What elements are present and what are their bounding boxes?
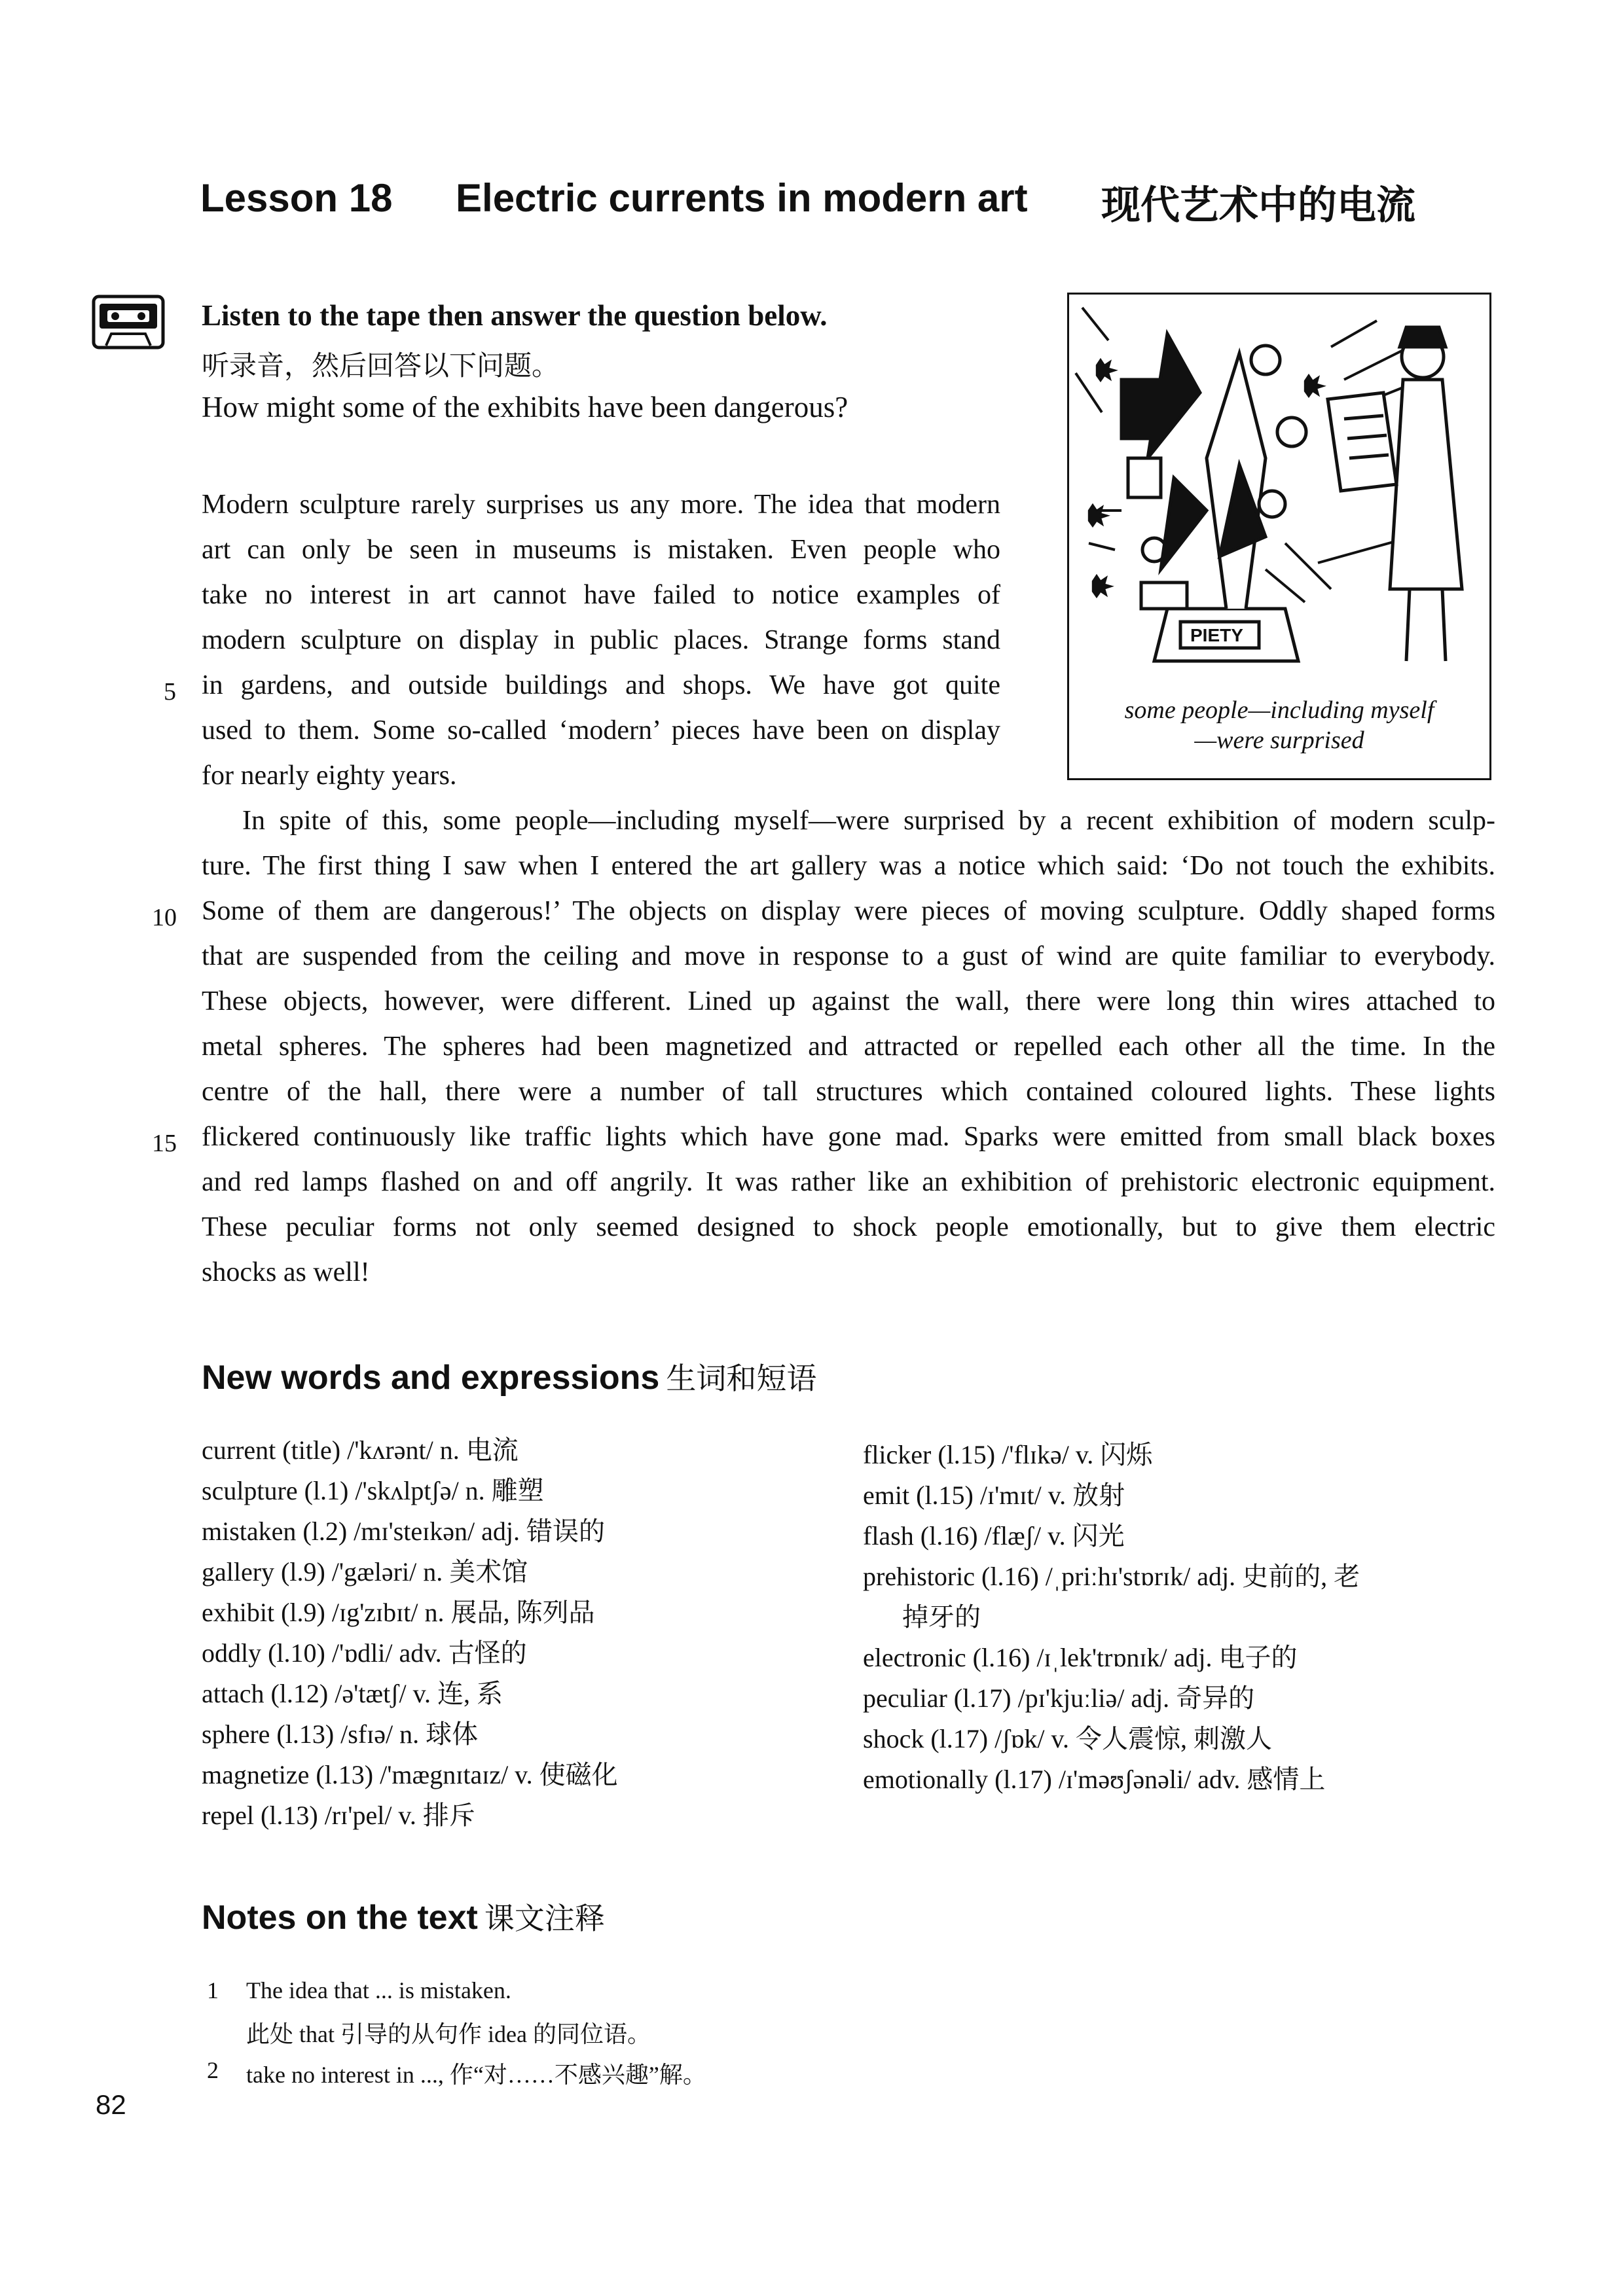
passage-line: In spite of this, some people—including myself—were surprised by a recent exhibition of modern sculp- [242, 806, 1495, 836]
lesson-title-zh: 现代艺术中的电流 [1101, 183, 1415, 228]
passage-line: shocks as well! [202, 1257, 370, 1287]
new-words-heading-zh: 生词和短语 [666, 1361, 817, 1396]
vocab-item: prehistoric (l.16) /ˌpriːhɪ'stɒrɪk/ adj. 史前的, 老 [863, 1562, 1360, 1591]
line-number: 10 [152, 904, 177, 931]
passage-line: Some of them are dangerous!’ The objects on display were pieces of moving sculpture. Oddly shaped forms [202, 896, 1495, 926]
vocab-item-continued: 掉牙的 [902, 1602, 981, 1632]
illustration-figure [1067, 293, 1491, 780]
page-number: 82 [96, 2089, 126, 2120]
note-number: 1 [207, 1977, 219, 2003]
passage-line: These objects, however, were different. Lined up against the wall, there were long thin wires attached to [202, 986, 1495, 1016]
passage-line: art can only be seen in museums is mistaken. Even people who [202, 535, 1000, 565]
passage-line: and red lamps flashed on and off angrily. It was rather like an exhibition of prehistoric electronic equipment. [202, 1167, 1495, 1197]
passage-line: centre of the hall, there were a number of tall structures which contained coloured lights. These lights [202, 1077, 1495, 1107]
passage-line: flickered continuously like traffic lights which have gone mad. Sparks were emitted from small black boxes [202, 1122, 1495, 1152]
vocab-item: sphere (l.13) /sfɪə/ n. 球体 [202, 1719, 479, 1749]
note-text-zh: 此处 that 引导的从句作 idea 的同位语。 [246, 2021, 651, 2047]
passage-line: modern sculpture on display in public places. Strange forms stand [202, 625, 1000, 655]
vocab-item: attach (l.12) /ə'tætʃ/ v. 连, 系 [202, 1679, 503, 1708]
vocab-item: mistaken (l.2) /mɪ'steɪkən/ adj. 错误的 [202, 1516, 605, 1546]
figure-caption-line-2: —were surprised [1194, 726, 1364, 754]
notes-heading-text: Notes on the text [202, 1899, 478, 1937]
vocab-item: shock (l.17) /ʃɒk/ v. 令人震惊, 刺激人 [863, 1724, 1272, 1753]
passage-line: Modern sculpture rarely surprises us any more. The idea that modern [202, 490, 1000, 520]
new-words-heading [202, 1355, 816, 1398]
line-number: 15 [152, 1130, 177, 1157]
note-text: The idea that ... is mistaken. [246, 1977, 511, 2003]
passage-line: for nearly eighty years. [202, 761, 457, 791]
new-words-heading-text: New words and expressions [202, 1359, 660, 1397]
vocab-item: exhibit (l.9) /ɪg'zɪbɪt/ n. 展品, 陈列品 [202, 1598, 595, 1627]
listen-instruction: Listen to the tape then answer the question below. [202, 299, 828, 332]
vocab-item: emotionally (l.17) /ɪ'məʊʃənəli/ adv. 感情上 [863, 1765, 1326, 1794]
passage-line: take no interest in art cannot have failed to notice examples of [202, 580, 1000, 610]
figure-caption-line-1: some people—including myself [1124, 696, 1434, 724]
vocab-item: repel (l.13) /rɪ'pel/ v. 排斥 [202, 1801, 475, 1830]
note-number: 2 [207, 2057, 219, 2083]
vocab-item: emit (l.15) /ɪ'mɪt/ v. 放射 [863, 1480, 1125, 1510]
vocab-item: electronic (l.16) /ɪˌlek'trɒnɪk/ adj. 电子的 [863, 1643, 1298, 1672]
line-number: 5 [164, 678, 176, 706]
lesson-title-text: Electric currents in modern art [456, 176, 1028, 220]
listen-instruction-zh: 听录音，然后回答以下问题。 [202, 350, 560, 382]
cartoon-illustration [1069, 295, 1489, 694]
listen-question: How might some of the exhibits have been dangerous? [202, 391, 848, 423]
vocab-item: current (title) /'kʌrənt/ n. 电流 [202, 1435, 519, 1465]
notes-heading [202, 1895, 605, 1938]
cassette-tape-icon [92, 295, 165, 353]
sculpture-sign-text: PIETY [1190, 625, 1243, 645]
vocab-item: oddly (l.10) /'ɒdli/ adv. 古怪的 [202, 1638, 527, 1668]
vocab-item: flicker (l.15) /'flɪkə/ v. 闪烁 [863, 1440, 1153, 1469]
passage-line: ture. The first thing I saw when I entered the art gallery was a notice which said: ‘Do not touch the exhibits. [202, 851, 1495, 881]
notes-heading-zh: 课文注释 [484, 1901, 605, 1936]
vocab-item: flash (l.16) /flæʃ/ v. 闪光 [863, 1521, 1125, 1551]
passage-line: that are suspended from the ceiling and move in response to a gust of wind are quite familiar to everybody. [202, 941, 1495, 971]
vocab-item: gallery (l.9) /'gæləri/ n. 美术馆 [202, 1557, 528, 1587]
passage-line: metal spheres. The spheres had been magnetized and attracted or repelled each other all the time. In the [202, 1031, 1495, 1062]
passage-line: These peculiar forms not only seemed designed to shock people emotionally, but to give them electric [202, 1212, 1495, 1242]
vocab-item: sculpture (l.1) /'skʌlptʃə/ n. 雕塑 [202, 1476, 544, 1505]
vocab-item: magnetize (l.13) /'mægnɪtaɪz/ v. 使磁化 [202, 1760, 618, 1789]
vocab-item: peculiar (l.17) /pɪ'kjuːliə/ adj. 奇异的 [863, 1683, 1255, 1713]
note-text: take no interest in ..., 作“对……不感兴趣”解。 [246, 2062, 706, 2088]
passage-line: used to them. Some so-called ‘modern’ pieces have been on display [202, 715, 1000, 745]
passage-line: in gardens, and outside buildings and shops. We have got quite [202, 670, 1000, 700]
lesson-label: Lesson 18 [200, 176, 393, 220]
